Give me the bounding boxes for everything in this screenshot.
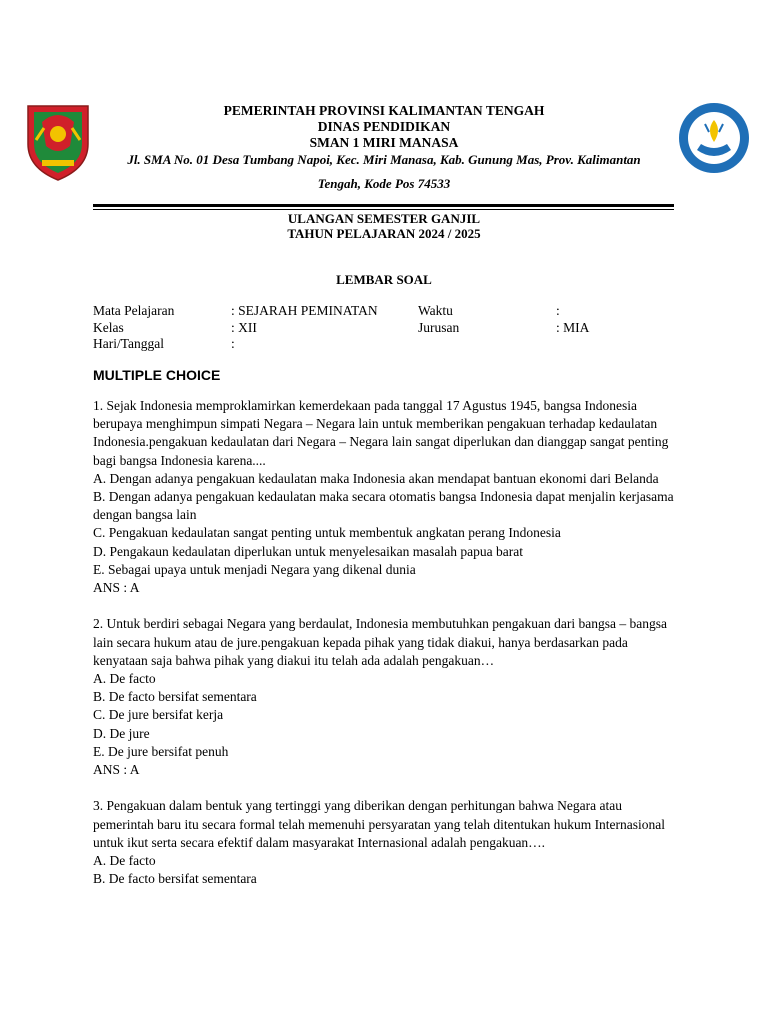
- provincial-emblem-icon: [22, 100, 94, 182]
- school-address-line1: Jl. SMA No. 01 Desa Tumbang Napoi, Kec. Miri Manasa, Kab. Gunung Mas, Prov. Kalimantan: [127, 152, 641, 167]
- time-label: Waktu: [418, 303, 453, 318]
- header-divider-thick: [93, 204, 674, 207]
- subject-value: : SEJARAH PEMINATAN: [231, 303, 378, 318]
- major-label: Jurusan: [418, 319, 460, 335]
- option-e: E. De jure bersifat penuh: [93, 743, 229, 759]
- exam-title: [0, 211, 768, 241]
- class-value: : XII: [231, 319, 257, 335]
- option-a: A. Dengan adanya pengakuan kedaulatan maka Indonesia akan mendapat bantuan ekonomi dari Belanda: [93, 470, 659, 486]
- question-text: 1. Sejak Indonesia memproklamirkan kemerdekaan pada tanggal 17 Agustus 1945, bangsa Indonesia berupaya menghimpun simpati Negara – Negara lain untuk memberikan pengakuan terhadap kedaulatan Indonesia.pengakuan kedaulatan dari Negara – Negara lain sangat diperlukan dan dianggap sangat penting bagi bangsa Indonesia karena....: [93, 398, 669, 468]
- question-text: 2. Untuk berdiri sebagai Negara yang berdaulat, Indonesia membutuhkan pengakuan dari bangsa – bangsa lain secara hukum atau de jure.pengakuan kepada pihak yang tidak diakui, hanya berdasarkan pada kenyataan saja bahwa pihak yang diakui itu telah ada adalah pengakuan…: [93, 616, 667, 668]
- date-label: Hari/Tanggal: [93, 336, 165, 351]
- date-value: :: [231, 336, 235, 351]
- answer-key: ANS : A: [93, 762, 140, 778]
- option-b: B. Dengan adanya pengakuan kedaulatan maka secara otomatis bangsa Indonesia dapat menjalin kerjasama dengan bangsa lain: [93, 489, 674, 523]
- agency-name: DINAS PENDIDIKAN: [317, 119, 451, 134]
- school-name: SMAN 1 MIRI MANASA: [309, 135, 459, 150]
- option-d: D. De jure: [93, 725, 150, 741]
- exam-semester: ULANGAN SEMESTER GANJIL: [287, 211, 481, 226]
- header-divider-thin: [93, 209, 674, 210]
- exam-year: TAHUN PELAJARAN 2024 / 2025: [287, 226, 481, 241]
- government-name: PEMERINTAH PROVINSI KALIMANTAN TENGAH: [223, 103, 545, 118]
- major-value: : MIA: [556, 319, 590, 335]
- question-3: [93, 797, 683, 888]
- option-b: B. De facto bersifat sementara: [93, 871, 257, 887]
- question-1: [93, 397, 683, 597]
- question-text: 3. Pengakuan dalam bentuk yang tertinggi yang diberikan dengan perhitungan bahwa Negara atau pemerintah baru itu secara formal telah memenuhi persyaratan yang telah ditentukan hukum Internasional untuk ikut serta secara efektif dalam masyarakat Internasional adalah pengakuan….: [93, 798, 666, 850]
- option-a: A. De facto: [93, 853, 156, 869]
- school-address-line2: Tengah, Kode Pos 74533: [317, 176, 451, 191]
- question-2: [93, 615, 683, 779]
- question-list: [93, 397, 683, 907]
- option-e: E. Sebagai upaya untuk menjadi Negara yang dikenal dunia: [93, 561, 416, 577]
- option-c: C. De jure bersifat kerja: [93, 707, 224, 723]
- option-a: A. De facto: [93, 671, 156, 687]
- subject-label: Mata Pelajaran: [93, 303, 175, 318]
- section-heading: MULTIPLE CHOICE: [93, 367, 221, 383]
- letterhead: [92, 103, 676, 192]
- time-value: :: [556, 303, 560, 318]
- option-b: B. De facto bersifat sementara: [93, 689, 257, 705]
- option-c: C. Pengakuan kedaulatan sangat penting untuk membentuk angkatan perang Indonesia: [93, 525, 561, 541]
- class-label: Kelas: [93, 319, 124, 335]
- answer-key: ANS : A: [93, 580, 140, 596]
- option-d: D. Pengakaun kedaulatan diperlukan untuk menyelesaikan masalah papua barat: [93, 543, 523, 559]
- tut-wuri-handayani-icon: [677, 100, 751, 176]
- sheet-title: LEMBAR SOAL: [336, 272, 432, 287]
